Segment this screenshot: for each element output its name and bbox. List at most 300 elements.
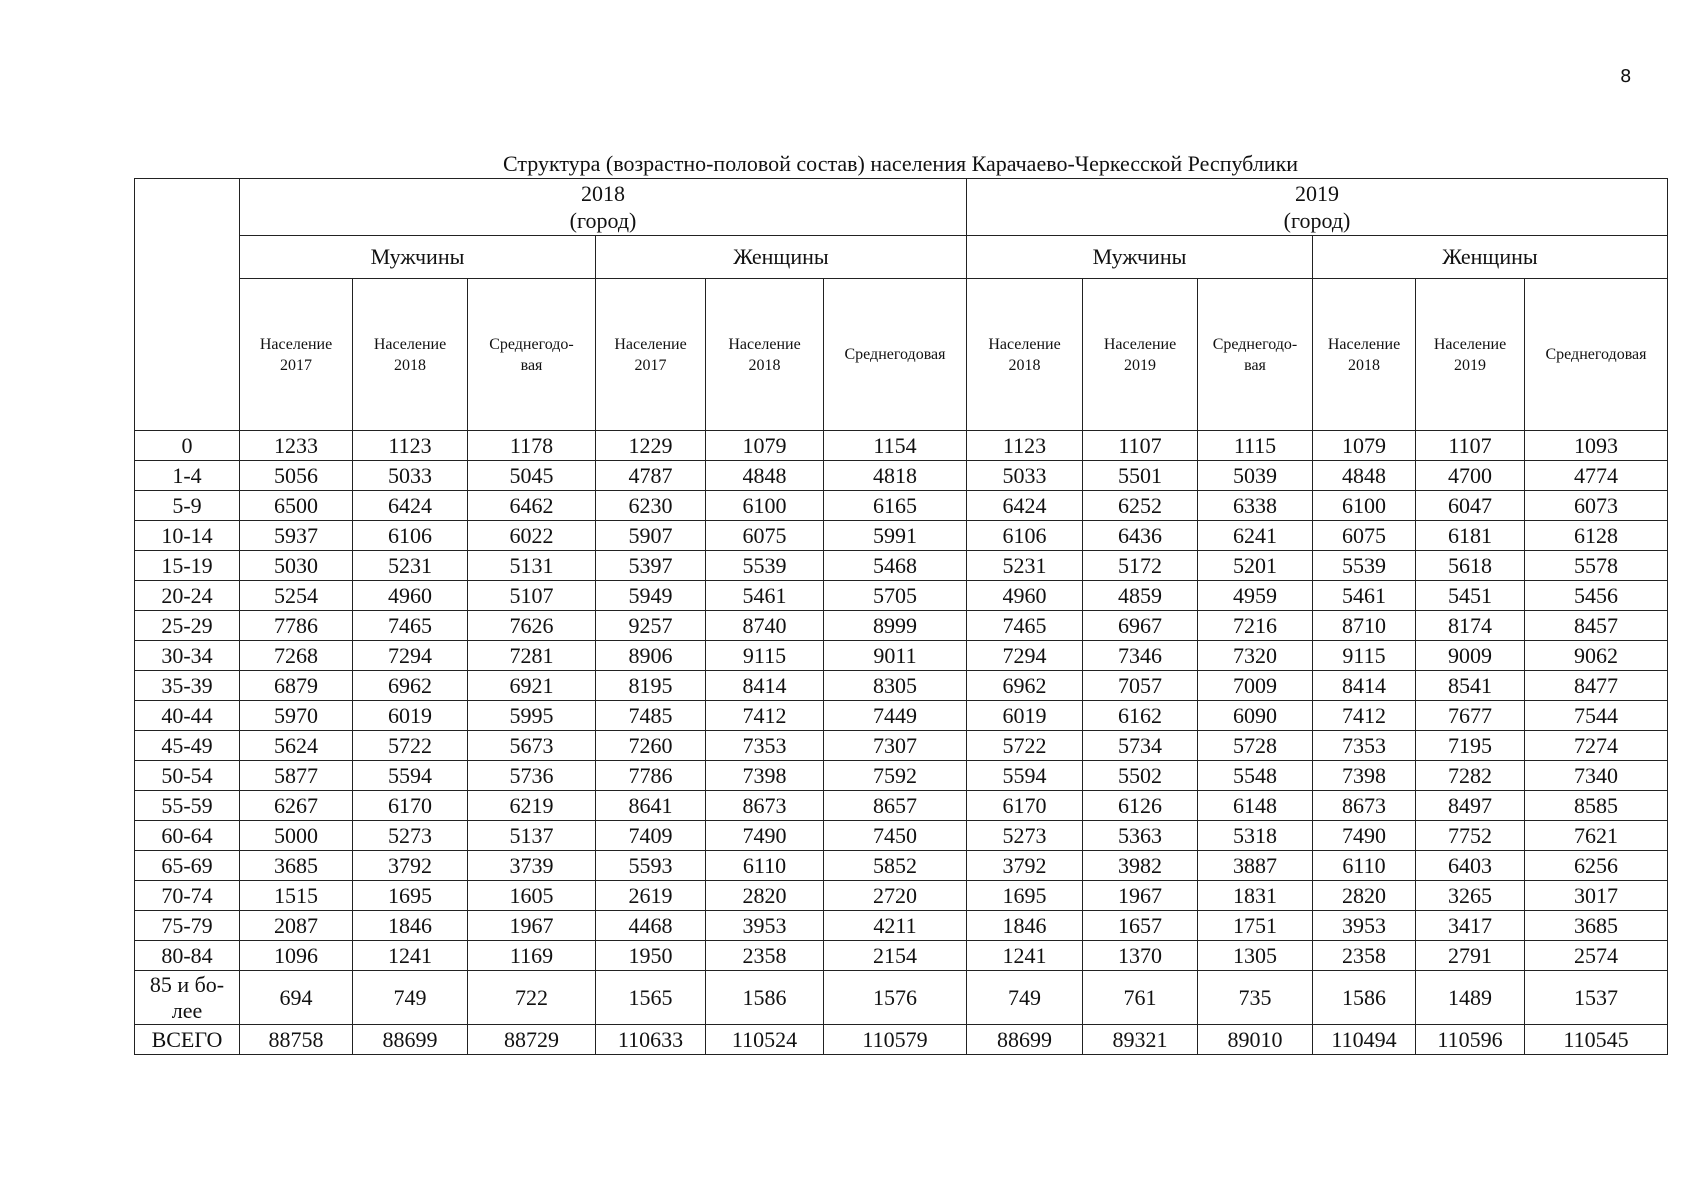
value-cell: 5033 xyxy=(353,461,468,491)
population-table xyxy=(134,178,1668,1055)
value-cell: 5722 xyxy=(353,731,468,761)
value-cell: 110524 xyxy=(706,1025,824,1055)
age-group-cell xyxy=(135,431,240,461)
value-cell: 3685 xyxy=(1525,911,1668,941)
value-cell: 4774 xyxy=(1525,461,1668,491)
value-cell: 6967 xyxy=(1083,611,1198,641)
value-cell: 6252 xyxy=(1083,491,1198,521)
value-cell: 7449 xyxy=(824,701,967,731)
sex-header-men-2019: Мужчины xyxy=(967,236,1313,279)
value-cell: 6241 xyxy=(1198,521,1313,551)
age-group-label: 60-64 xyxy=(161,822,213,848)
value-cell: 3739 xyxy=(468,851,596,881)
value-cell: 1967 xyxy=(1083,881,1198,911)
value-cell: 4960 xyxy=(353,581,468,611)
table-row xyxy=(135,521,1668,551)
value-cell: 6170 xyxy=(353,791,468,821)
value-cell: 7409 xyxy=(596,821,706,851)
sex-header-women-2018: Женщины xyxy=(596,236,967,279)
value-cell: 7398 xyxy=(706,761,824,791)
column-header-line: 2017 xyxy=(280,356,312,374)
age-group-cell xyxy=(135,581,240,611)
value-cell: 8740 xyxy=(706,611,824,641)
value-cell: 88758 xyxy=(240,1025,353,1055)
value-cell: 5594 xyxy=(353,761,468,791)
value-cell: 6126 xyxy=(1083,791,1198,821)
value-cell: 2358 xyxy=(706,941,824,971)
value-cell: 7346 xyxy=(1083,641,1198,671)
value-cell: 110579 xyxy=(824,1025,967,1055)
value-cell: 7490 xyxy=(706,821,824,851)
value-cell: 5877 xyxy=(240,761,353,791)
value-cell: 5594 xyxy=(967,761,1083,791)
value-cell: 5137 xyxy=(468,821,596,851)
value-cell: 5624 xyxy=(240,731,353,761)
age-group-cell xyxy=(135,611,240,641)
value-cell: 5201 xyxy=(1198,551,1313,581)
value-cell: 88699 xyxy=(353,1025,468,1055)
value-cell: 6962 xyxy=(353,671,468,701)
column-header xyxy=(1416,279,1525,431)
value-cell: 5033 xyxy=(967,461,1083,491)
age-group-cell xyxy=(135,671,240,701)
age-group-cell xyxy=(135,701,240,731)
column-header xyxy=(596,279,706,431)
value-cell: 89321 xyxy=(1083,1025,1198,1055)
page-number: 8 xyxy=(1620,66,1632,87)
value-cell: 3792 xyxy=(353,851,468,881)
value-cell: 1079 xyxy=(706,431,824,461)
value-cell: 1695 xyxy=(353,881,468,911)
value-cell: 9115 xyxy=(706,641,824,671)
value-cell: 6219 xyxy=(468,791,596,821)
table-row xyxy=(135,491,1668,521)
value-cell: 8457 xyxy=(1525,611,1668,641)
value-cell: 1586 xyxy=(1313,971,1416,1025)
value-cell: 3887 xyxy=(1198,851,1313,881)
column-header-line: вая xyxy=(1244,356,1266,374)
value-cell: 4211 xyxy=(824,911,967,941)
value-cell: 8414 xyxy=(706,671,824,701)
value-cell: 4848 xyxy=(1313,461,1416,491)
age-group-label: 20-24 xyxy=(161,582,213,608)
value-cell: 3792 xyxy=(967,851,1083,881)
value-cell: 6019 xyxy=(967,701,1083,731)
value-cell: 110596 xyxy=(1416,1025,1525,1055)
value-cell: 5254 xyxy=(240,581,353,611)
value-cell: 6462 xyxy=(468,491,596,521)
value-cell: 7786 xyxy=(596,761,706,791)
value-cell: 6962 xyxy=(967,671,1083,701)
column-header xyxy=(824,279,967,431)
value-cell: 2087 xyxy=(240,911,353,941)
value-cell: 7320 xyxy=(1198,641,1313,671)
value-cell: 4818 xyxy=(824,461,967,491)
column-header-line: 2019 xyxy=(1454,356,1486,374)
table-title: Структура (возрастно-половой состав) населения Карачаево-Черкесской Республики xyxy=(502,151,1299,176)
value-cell: 8174 xyxy=(1416,611,1525,641)
value-cell: 4700 xyxy=(1416,461,1525,491)
value-cell: 1115 xyxy=(1198,431,1313,461)
age-group-label: 15-19 xyxy=(161,552,213,578)
age-group-label: 50-54 xyxy=(161,762,213,788)
table-row xyxy=(135,461,1668,491)
value-cell: 5539 xyxy=(1313,551,1416,581)
value-cell: 7786 xyxy=(240,611,353,641)
value-cell: 7009 xyxy=(1198,671,1313,701)
value-cell: 6022 xyxy=(468,521,596,551)
value-cell: 5736 xyxy=(468,761,596,791)
value-cell: 4848 xyxy=(706,461,824,491)
age-group-cell xyxy=(135,791,240,821)
value-cell: 8673 xyxy=(706,791,824,821)
column-header-line: Население xyxy=(373,335,447,353)
value-cell: 6100 xyxy=(1313,491,1416,521)
value-cell: 7353 xyxy=(706,731,824,761)
age-group-cell xyxy=(135,1025,240,1055)
table-row xyxy=(135,641,1668,671)
value-cell: 2820 xyxy=(1313,881,1416,911)
value-cell: 1846 xyxy=(353,911,468,941)
value-cell: 5949 xyxy=(596,581,706,611)
value-cell: 9062 xyxy=(1525,641,1668,671)
value-cell: 6921 xyxy=(468,671,596,701)
value-cell: 5318 xyxy=(1198,821,1313,851)
value-cell: 1605 xyxy=(468,881,596,911)
value-cell: 7752 xyxy=(1416,821,1525,851)
age-group-cell xyxy=(135,821,240,851)
value-cell: 6170 xyxy=(967,791,1083,821)
column-header-line: Население xyxy=(614,335,687,353)
column-header-line: 2017 xyxy=(634,356,667,374)
value-cell: 110545 xyxy=(1525,1025,1668,1055)
value-cell: 6424 xyxy=(967,491,1083,521)
value-cell: 5548 xyxy=(1198,761,1313,791)
value-cell: 1229 xyxy=(596,431,706,461)
column-header-line: Среднегодо- xyxy=(489,335,574,353)
age-group-label: 80-84 xyxy=(161,942,213,968)
age-group-label: 10-14 xyxy=(161,522,213,548)
value-cell: 5231 xyxy=(967,551,1083,581)
table-row xyxy=(135,851,1668,881)
value-cell: 5618 xyxy=(1416,551,1525,581)
table-row xyxy=(135,671,1668,701)
column-header xyxy=(1083,279,1198,431)
value-cell: 1846 xyxy=(967,911,1083,941)
value-cell: 2574 xyxy=(1525,941,1668,971)
column-header xyxy=(353,279,468,431)
column-header-line: Среднегодовая xyxy=(844,346,946,363)
value-cell: 7465 xyxy=(353,611,468,641)
value-cell: 7626 xyxy=(468,611,596,641)
value-cell: 5000 xyxy=(240,821,353,851)
value-cell: 7294 xyxy=(353,641,468,671)
value-cell: 5172 xyxy=(1083,551,1198,581)
value-cell: 1576 xyxy=(824,971,967,1025)
value-cell: 7412 xyxy=(706,701,824,731)
column-header-line: Население xyxy=(728,335,801,353)
value-cell: 5734 xyxy=(1083,731,1198,761)
column-header-line: 2018 xyxy=(394,356,426,374)
value-cell: 5502 xyxy=(1083,761,1198,791)
value-cell: 1123 xyxy=(967,431,1083,461)
value-cell: 5056 xyxy=(240,461,353,491)
value-cell: 6090 xyxy=(1198,701,1313,731)
age-group-cell xyxy=(135,551,240,581)
value-cell: 7282 xyxy=(1416,761,1525,791)
value-cell: 8641 xyxy=(596,791,706,821)
value-cell: 9257 xyxy=(596,611,706,641)
value-cell: 1967 xyxy=(468,911,596,941)
value-cell: 8305 xyxy=(824,671,967,701)
value-cell: 8906 xyxy=(596,641,706,671)
year-header-2018 xyxy=(240,179,967,236)
value-cell: 7544 xyxy=(1525,701,1668,731)
table-row xyxy=(135,971,1668,1025)
value-cell: 5461 xyxy=(1313,581,1416,611)
value-cell: 1123 xyxy=(353,431,468,461)
table-row xyxy=(135,731,1668,761)
age-group-label: 70-74 xyxy=(161,882,213,908)
column-header xyxy=(468,279,596,431)
value-cell: 7216 xyxy=(1198,611,1313,641)
age-group-cell xyxy=(135,461,240,491)
table-row xyxy=(135,911,1668,941)
column-header-line: Среднегодовая xyxy=(1545,346,1647,363)
value-cell: 5705 xyxy=(824,581,967,611)
column-header-line: 2018 xyxy=(748,356,781,374)
value-cell: 6106 xyxy=(353,521,468,551)
table-row xyxy=(135,821,1668,851)
age-group-label: лее xyxy=(171,997,203,1023)
value-cell: 5995 xyxy=(468,701,596,731)
value-cell: 3417 xyxy=(1416,911,1525,941)
age-group-label: 25-29 xyxy=(161,612,213,638)
value-cell: 3953 xyxy=(706,911,824,941)
value-cell: 7677 xyxy=(1416,701,1525,731)
value-cell: 1950 xyxy=(596,941,706,971)
value-cell: 5673 xyxy=(468,731,596,761)
value-cell: 1233 xyxy=(240,431,353,461)
value-cell: 1107 xyxy=(1083,431,1198,461)
age-group-label: ВСЕГО xyxy=(151,1026,223,1052)
value-cell: 6181 xyxy=(1416,521,1525,551)
value-cell: 7294 xyxy=(967,641,1083,671)
value-cell: 7307 xyxy=(824,731,967,761)
value-cell: 7268 xyxy=(240,641,353,671)
value-cell: 7412 xyxy=(1313,701,1416,731)
value-cell: 5970 xyxy=(240,701,353,731)
value-cell: 1586 xyxy=(706,971,824,1025)
value-cell: 6267 xyxy=(240,791,353,821)
value-cell: 7274 xyxy=(1525,731,1668,761)
column-header-line: Население xyxy=(1103,335,1177,353)
value-cell: 5468 xyxy=(824,551,967,581)
table-row xyxy=(135,581,1668,611)
value-cell: 5593 xyxy=(596,851,706,881)
value-cell: 6162 xyxy=(1083,701,1198,731)
value-cell: 6403 xyxy=(1416,851,1525,881)
age-group-cell xyxy=(135,971,240,1025)
value-cell: 7592 xyxy=(824,761,967,791)
value-cell: 7353 xyxy=(1313,731,1416,761)
sex-header-women-2019: Женщины xyxy=(1313,236,1668,279)
column-header xyxy=(706,279,824,431)
value-cell: 1093 xyxy=(1525,431,1668,461)
value-cell: 1241 xyxy=(353,941,468,971)
year-sublabel: (город) xyxy=(569,208,637,233)
value-cell: 1537 xyxy=(1525,971,1668,1025)
table-row xyxy=(135,791,1668,821)
column-header-line: 2019 xyxy=(1124,356,1156,374)
age-group-label: 30-34 xyxy=(161,642,213,668)
value-cell: 5273 xyxy=(353,821,468,851)
value-cell: 6100 xyxy=(706,491,824,521)
age-group-cell xyxy=(135,731,240,761)
value-cell: 8477 xyxy=(1525,671,1668,701)
column-header-line: 2018 xyxy=(1348,356,1380,374)
value-cell: 694 xyxy=(240,971,353,1025)
value-cell: 4787 xyxy=(596,461,706,491)
column-header-line: Среднегодо- xyxy=(1212,335,1298,353)
value-cell: 6073 xyxy=(1525,491,1668,521)
value-cell: 7485 xyxy=(596,701,706,731)
sex-header-men-2018: Мужчины xyxy=(240,236,596,279)
value-cell: 110494 xyxy=(1313,1025,1416,1055)
table-row xyxy=(135,551,1668,581)
value-cell: 6230 xyxy=(596,491,706,521)
column-header xyxy=(1313,279,1416,431)
value-cell: 1657 xyxy=(1083,911,1198,941)
value-cell: 4959 xyxy=(1198,581,1313,611)
value-cell: 7281 xyxy=(468,641,596,671)
value-cell: 7465 xyxy=(967,611,1083,641)
value-cell: 8541 xyxy=(1416,671,1525,701)
table-row xyxy=(135,941,1668,971)
value-cell: 4859 xyxy=(1083,581,1198,611)
column-header xyxy=(240,279,353,431)
value-cell: 1241 xyxy=(967,941,1083,971)
value-cell: 5030 xyxy=(240,551,353,581)
value-cell: 7398 xyxy=(1313,761,1416,791)
age-group-label: 1-4 xyxy=(172,462,202,488)
value-cell: 722 xyxy=(468,971,596,1025)
value-cell: 1831 xyxy=(1198,881,1313,911)
value-cell: 5451 xyxy=(1416,581,1525,611)
column-header-line: вая xyxy=(520,356,543,374)
table-row xyxy=(135,431,1668,461)
column-header xyxy=(1198,279,1313,431)
year-header-2019 xyxy=(967,179,1668,236)
value-cell: 9115 xyxy=(1313,641,1416,671)
value-cell: 5231 xyxy=(353,551,468,581)
value-cell: 5131 xyxy=(468,551,596,581)
value-cell: 7490 xyxy=(1313,821,1416,851)
value-cell: 6110 xyxy=(706,851,824,881)
table-row xyxy=(135,1025,1668,1055)
column-header-line: Население xyxy=(259,335,333,353)
value-cell: 5722 xyxy=(967,731,1083,761)
column-header-line: Население xyxy=(988,335,1061,353)
value-cell: 5578 xyxy=(1525,551,1668,581)
value-cell: 8497 xyxy=(1416,791,1525,821)
value-cell: 8657 xyxy=(824,791,967,821)
value-cell: 1169 xyxy=(468,941,596,971)
value-cell: 5273 xyxy=(967,821,1083,851)
value-cell: 3017 xyxy=(1525,881,1668,911)
value-cell: 5039 xyxy=(1198,461,1313,491)
value-cell: 6500 xyxy=(240,491,353,521)
value-cell: 5539 xyxy=(706,551,824,581)
age-group-cell xyxy=(135,761,240,791)
value-cell: 1096 xyxy=(240,941,353,971)
value-cell: 9011 xyxy=(824,641,967,671)
value-cell: 88699 xyxy=(967,1025,1083,1055)
age-group-label: 0 xyxy=(181,432,193,458)
value-cell: 5456 xyxy=(1525,581,1668,611)
value-cell: 6106 xyxy=(967,521,1083,551)
value-cell: 4960 xyxy=(967,581,1083,611)
value-cell: 3265 xyxy=(1416,881,1525,911)
age-header-empty xyxy=(135,179,240,431)
value-cell: 7340 xyxy=(1525,761,1668,791)
value-cell: 2154 xyxy=(824,941,967,971)
value-cell: 2358 xyxy=(1313,941,1416,971)
value-cell: 8999 xyxy=(824,611,967,641)
value-cell: 1515 xyxy=(240,881,353,911)
year-label: 2018 xyxy=(581,181,625,206)
value-cell: 6338 xyxy=(1198,491,1313,521)
value-cell: 7450 xyxy=(824,821,967,851)
year-label: 2019 xyxy=(1295,181,1339,206)
value-cell: 761 xyxy=(1083,971,1198,1025)
value-cell: 8195 xyxy=(596,671,706,701)
value-cell: 1178 xyxy=(468,431,596,461)
age-group-label: 55-59 xyxy=(161,792,213,818)
value-cell: 5461 xyxy=(706,581,824,611)
value-cell: 3982 xyxy=(1083,851,1198,881)
age-group-cell xyxy=(135,851,240,881)
age-group-label: 40-44 xyxy=(161,702,213,728)
value-cell: 7621 xyxy=(1525,821,1668,851)
value-cell: 5107 xyxy=(468,581,596,611)
age-group-label: 75-79 xyxy=(161,912,213,938)
value-cell: 1565 xyxy=(596,971,706,1025)
value-cell: 749 xyxy=(967,971,1083,1025)
column-header-line: 2018 xyxy=(1008,356,1041,374)
value-cell: 1370 xyxy=(1083,941,1198,971)
value-cell: 8673 xyxy=(1313,791,1416,821)
age-group-label: 35-39 xyxy=(161,672,213,698)
value-cell: 2720 xyxy=(824,881,967,911)
age-group-cell xyxy=(135,881,240,911)
value-cell: 6128 xyxy=(1525,521,1668,551)
value-cell: 5501 xyxy=(1083,461,1198,491)
value-cell: 7057 xyxy=(1083,671,1198,701)
table-row xyxy=(135,701,1668,731)
age-group-cell xyxy=(135,521,240,551)
value-cell: 6165 xyxy=(824,491,967,521)
value-cell: 110633 xyxy=(596,1025,706,1055)
value-cell: 7260 xyxy=(596,731,706,761)
value-cell: 6019 xyxy=(353,701,468,731)
value-cell: 6424 xyxy=(353,491,468,521)
column-header-line: Население xyxy=(1433,335,1507,353)
age-group-label: 85 и бо- xyxy=(149,971,225,997)
column-header-line: Население xyxy=(1327,335,1401,353)
value-cell: 735 xyxy=(1198,971,1313,1025)
value-cell: 6256 xyxy=(1525,851,1668,881)
